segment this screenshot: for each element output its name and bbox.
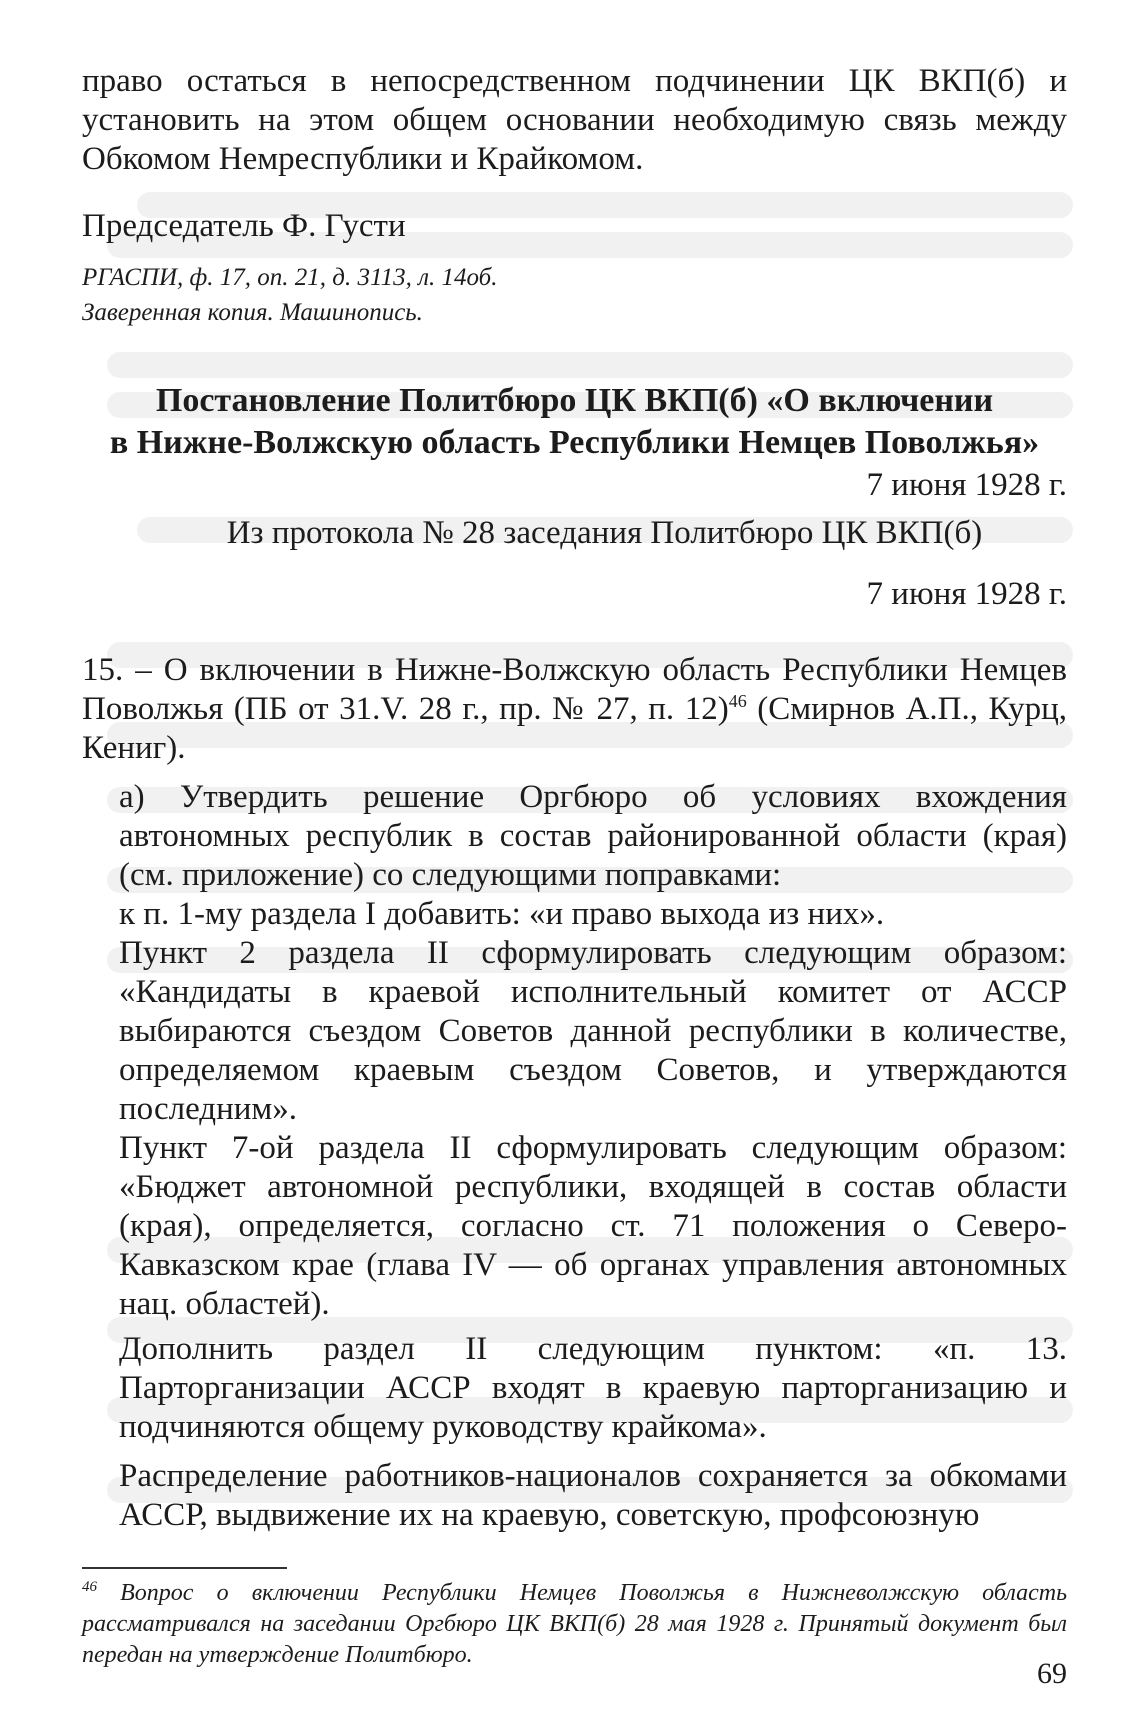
paragraph-distribution: Распределение работников-националов сохраняется за обкомами АССР, выдвижение их на краевую, советскую, профсоюзную	[119, 1458, 1067, 1533]
title-line-1: Постановление Политбюро ЦК ВКП(б) «О включении	[155, 382, 994, 419]
page-body	[82, 62, 1067, 1535]
document-title	[82, 380, 1067, 464]
protocol-date: 7 июня 1928 г.	[866, 576, 1067, 612]
footnote-46	[82, 1578, 1067, 1671]
paragraph-amendment-13: Дополнить раздел II следующим пунктом: «п. 13. Парторганизации АССР входят в краевую парторганизацию и подчиняются общему руководству крайкома».	[119, 1331, 1067, 1445]
paragraph-amendment-1: к п. 1-му раздела I добавить: «и право выхода из них».	[119, 896, 885, 932]
item-15-persons: (Смирнов А.П., Курц, Кениг).	[82, 691, 1067, 766]
footnote-marker: 46	[728, 691, 747, 711]
resolution-block	[119, 778, 1067, 1535]
paragraph-a: а) Утвердить решение Оргбюро об условиях вхождения автономных республик в состав районированной области (края) (см. приложение) со следующими поправками:	[119, 779, 1067, 893]
archive-copy-line: Заверенная копия. Машинопись.	[82, 299, 423, 326]
protocol-line: Из протокола № 28 заседания Политбюро ЦК ВКП(б)	[226, 515, 983, 551]
title-date: 7 июня 1928 г.	[866, 467, 1067, 503]
archive-reference	[82, 260, 1067, 330]
footnote-text: Вопрос о включении Республики Немцев Поволжья в Нижневолжскую область рассматривался на заседании Оргбюро ЦК ВКП(б) 28 мая 1928 г. Принятый документ был передан на утверждение Политбюро.	[82, 1580, 1067, 1668]
footnote-number: 46	[82, 1579, 97, 1595]
archive-ref-line: РГАСПИ, ф. 17, оп. 21, д. 3113, л. 14об.	[82, 264, 498, 291]
page-number: 69	[1037, 1657, 1067, 1690]
item-15	[82, 651, 1067, 768]
title-line-2: в Нижне-Волжскую область Республики Немцев Поволжья»	[109, 424, 1040, 461]
item-15-text: 15. – О включении в Нижне-Волжскую область Республики Немцев Поволжья (ПБ от 31.V. 28 г., пр. № 27, п. 12)	[82, 652, 1067, 727]
paragraph-amendment-2: Пункт 2 раздела II сформулировать следующим образом: «Кандидаты в краевой исполнительный комитет от АССР выбираются съездом Советов данной республики в количестве, определяемом краевым съездом Советов, и утверждаются последним».	[119, 935, 1067, 1127]
intro-paragraph: право остаться в непосредственном подчинении ЦК ВКП(б) и установить на этом общем основании необходимую связь между Обкомом Немреспублики и Крайкомом.	[82, 63, 1067, 177]
signature-line: Председатель Ф. Густи	[82, 208, 406, 244]
footnote-rule	[82, 1567, 287, 1569]
paragraph-amendment-7: Пункт 7-ой раздела II сформулировать следующим образом: «Бюджет автономной республики, входящей в состав области (края), определяется, согласно ст. 71 положения о Северо-Кавказском крае (глава IV — об органах управления автономных нац. областей).	[119, 1130, 1067, 1322]
